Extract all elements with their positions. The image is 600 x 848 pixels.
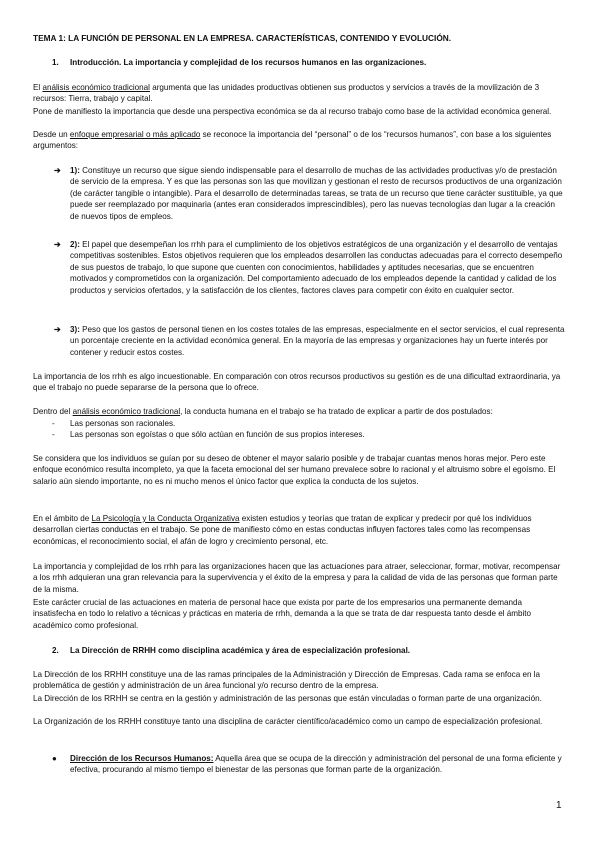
arrow-icon: ➔ (54, 166, 61, 175)
argument-label: 2): (70, 240, 80, 249)
argument-item (54, 165, 566, 222)
paragraph-5-pre: Dentro del (33, 407, 73, 416)
paragraph-3-post: se reconoce la importancia del “personal” o de los “recursos humanos”, con base a los siguientes argumentos: (33, 130, 552, 151)
paragraph-11: La Dirección de los RRHH se centra en la gestión y administración de las personas que están vinculadas o forman parte de una organización. (33, 694, 542, 703)
paragraph-3 (33, 129, 567, 152)
paragraph-2: Pone de manifiesto la importancia que desde una perspectiva económica se da al recurso trabajo como base de la actividad económica general. (33, 107, 552, 116)
paragraph-7-post: existen estudios y teorías que tratan de explicar y predecir por qué los individuos desarrollan ciertas conductas en el trabajo. Se pone de manifiesto cómo en estas conductas influyen factores tales como las recompensas económicas, el reconocimiento social, el afán de logro y crecimiento personal, etc. (33, 514, 532, 546)
argument-label: 1): (70, 166, 80, 175)
argument-body: El papel que desempeñan los rrhh para el cumplimiento de los objetivos estratégicos de una organización y el desarrollo de ventajas competitivas sostenibles. Estos objetivos requieren que los empleados desarrollen las conductas adecuadas para el correcto desempeño de sus puestos de trabajo, lo que supone que cuenten con conocimientos, habilidades y aptitudes necesarias, que se encuentren motivados y comprometidos con la organización. Del comportamiento adecuado de los empleados depende la cantidad y calidad de los productos y servicios ofertados, y la satisfacción de los clientes, factores claves para competir con éxito en cualquier sector. (70, 240, 563, 295)
argument-body: Peso que los gastos de personal tienen en los costes totales de las empresas, especialmente en el sector servicios, el cual representa un porcentaje creciente en la actividad económica general. En la mayoría de las empresas y organizaciones hay un fuerte interés por contener y reducir estos costes. (70, 325, 565, 357)
paragraph-1 (33, 82, 567, 105)
argument-text (70, 239, 566, 296)
postulates-list (52, 418, 552, 441)
definition-item (52, 753, 566, 776)
page-number: 1 (556, 800, 562, 811)
list-item-text: Las personas son egoístas o que sólo actúan en función de sus propios intereses. (70, 430, 365, 440)
argument-text (70, 324, 566, 358)
paragraph-1-post: argumenta que las unidades productivas obtienen sus productos y servicios a través de la movilización de 3 recursos: Tierra, trabajo y capital. (33, 83, 540, 104)
document-title: TEMA 1: LA FUNCIÓN DE PERSONAL EN LA EMPRESA. CARACTERÍSTICAS, CONTENIDO Y EVOLUCIÓN. (33, 33, 452, 43)
section-2-title: La Dirección de RRHH como disciplina académica y área de especialización profesional. (70, 646, 411, 655)
paragraph-8: La importancia y complejidad de los rrhh para las organizaciones hacen que las actuaciones para atraer, seleccionar, formar, motivar, recompensar a los rrhh adquieran una gran relevancia para la supervivencia y el éxito de la empresa y para la calidad de vida de las personas que forman parte de la misma. (33, 562, 561, 594)
underlined-term: La Psicología y la Conducta Organizativa (91, 514, 240, 523)
arrow-icon: ➔ (54, 325, 61, 334)
underlined-term: análisis económico tradicional (72, 407, 181, 416)
definition-text (70, 753, 566, 776)
paragraph-7-pre: En el ámbito de (33, 514, 92, 523)
underlined-term: análisis económico tradicional (42, 83, 150, 92)
list-item (52, 429, 552, 440)
paragraph-1-pre: El (33, 83, 43, 92)
argument-label: 3): (70, 325, 80, 334)
argument-body: Constituye un recurso que sigue siendo indispensable para el desarrollo de muchas de las actividades productivas y/o de prestación de servicio de la empresa. Y es que las personas son las que movilizan y gestionan el resto de recursos productivos de una organización (de carácter tangible o intangible). Para el desarrollo de determinadas tareas, se trata de un recurso que tiene carácter sustituible, ya que puede ser reemplazado por maquinaria (antes eran considerados imprescindibles), pero las nuevas tecnologías dan lugar a la creación de nuevos tipos de empleos. (70, 166, 563, 221)
bullet-icon: ● (52, 754, 57, 763)
paragraph-3-pre: Desde un (33, 130, 70, 139)
definition-term: Dirección de los Recursos Humanos: (70, 754, 214, 763)
dash-icon: - (52, 430, 55, 440)
paragraph-5-post: , la conducta humana en el trabajo se ha tratado de explicar a partir de dos postulados: (180, 407, 493, 416)
section-1-number: 1. (52, 58, 59, 67)
paragraph-9: Este carácter crucial de las actuaciones en materia de personal hace que exista por parte de los empresarios una permanente demanda insatisfecha en todo lo relativo a técnicas y prácticas en materia de rrhh, demanda a la que se trata de dar respuesta tanto desde el ámbito académico como profesional. (33, 598, 532, 630)
argument-item (54, 239, 566, 296)
paragraph-10: La Dirección de los RRHH constituye una de las ramas principales de la Administración y Dirección de Empresas. Cada rama se enfoca en la problemática de gestión y administración de un área funcional y/o recurso dentro de la empresa. (33, 670, 541, 691)
dash-icon: - (52, 419, 55, 428)
paragraph-5 (33, 406, 567, 417)
arrow-icon: ➔ (54, 240, 61, 249)
definition-body: Aquella área que se ocupa de la dirección y administración del personal de una forma eficiente y efectiva, procurando al mismo tiempo el bienestar de las personas que forman parte de la organización. (70, 754, 562, 775)
paragraph-4: La importancia de los rrhh es algo incuestionable. En comparación con otros recursos productivos su gestión es de una dificultad extraordinaria, ya que el trabajo no puede separarse de la persona que lo ofrece. (33, 372, 561, 393)
argument-text (70, 165, 566, 222)
section-2-number: 2. (52, 646, 59, 655)
paragraph-7 (33, 513, 567, 547)
paragraph-12: La Organización de los RRHH constituye tanto una disciplina de carácter científico/académico como un campo de especialización profesional. (33, 717, 543, 726)
section-1-title: Introducción. La importancia y complejidad de los recursos humanos en las organizaciones. (70, 58, 427, 67)
list-item-text: Las personas son racionales. (70, 419, 176, 428)
argument-item (54, 324, 566, 358)
section-2-heading (52, 645, 567, 656)
list-item (52, 418, 552, 429)
paragraph-6: Se considera que los individuos se guían por su deseo de obtener el mayor salario posible y de trabajar cuantas menos horas mejor. Pero este enfoque económico resulta incompleto, ya que la faceta emocional del ser humano prevalece sobre lo racional y el altruismo sobre el egoísmo. El salario aún siendo importante, no es ni mucho menos el único factor que explica la conducta de los sujetos. (33, 454, 556, 486)
section-1-heading (52, 57, 567, 68)
underlined-term: enfoque empresarial o más aplicado (69, 130, 201, 139)
